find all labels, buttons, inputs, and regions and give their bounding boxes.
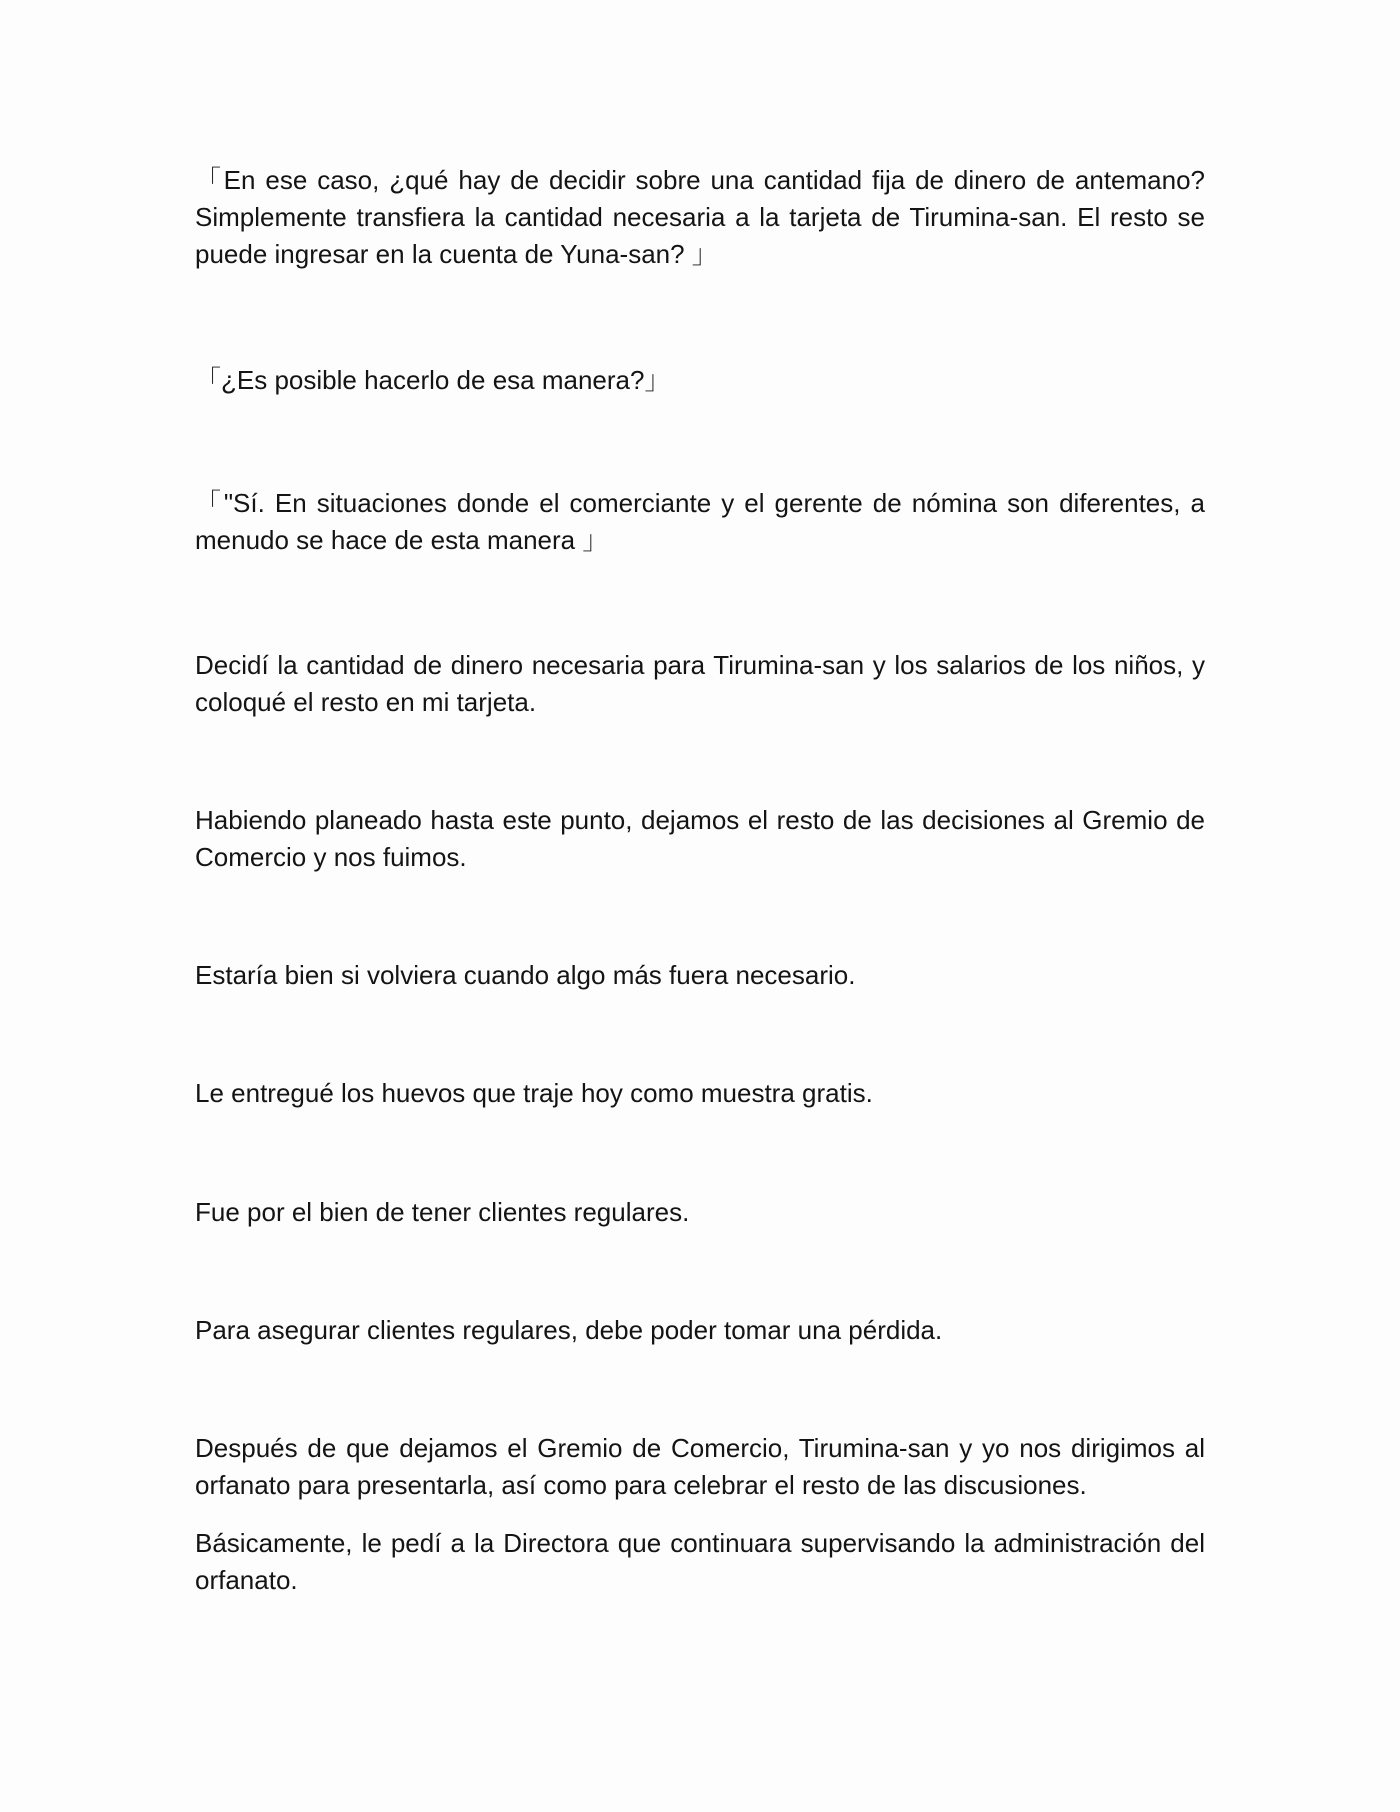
paragraph-2: 「¿Es posible hacerlo de esa manera?」 <box>195 365 671 395</box>
paragraph-6: Estaría bien si volviera cuando algo más fuera necesario. <box>195 960 856 990</box>
paragraph-3: 「"Sí. En situaciones donde el comerciante y el gerente de nómina son diferentes, a menudo se hace de esta manera 」 <box>195 488 1205 555</box>
paragraph-11: Básicamente, le pedí a la Directora que continuara supervisando la administración del orfanato. <box>195 1528 1205 1595</box>
paragraph-8: Fue por el bien de tener clientes regulares. <box>195 1197 690 1227</box>
paragraph-10: Después de que dejamos el Gremio de Comercio, Tirumina-san y yo nos dirigimos al orfanato para presentarla, así como para celebrar el resto de las discusiones. <box>195 1433 1205 1500</box>
paragraph-7: Le entregué los huevos que traje hoy como muestra gratis. <box>195 1078 873 1108</box>
paragraph-4: Decidí la cantidad de dinero necesaria para Tirumina-san y los salarios de los niños, y coloqué el resto en mi tarjeta. <box>195 650 1205 717</box>
paragraph-9: Para asegurar clientes regulares, debe poder tomar una pérdida. <box>195 1315 943 1345</box>
paragraph-1: 「En ese caso, ¿qué hay de decidir sobre una cantidad fija de dinero de antemano? Simplemente transfiera la cantidad necesaria a la tarjeta de Tirumina-san. El resto se puede ingresar en la cuenta de Yuna-san? 」 <box>195 165 1205 269</box>
paragraph-5: Habiendo planeado hasta este punto, dejamos el resto de las decisiones al Gremio de Comercio y nos fuimos. <box>195 805 1205 872</box>
